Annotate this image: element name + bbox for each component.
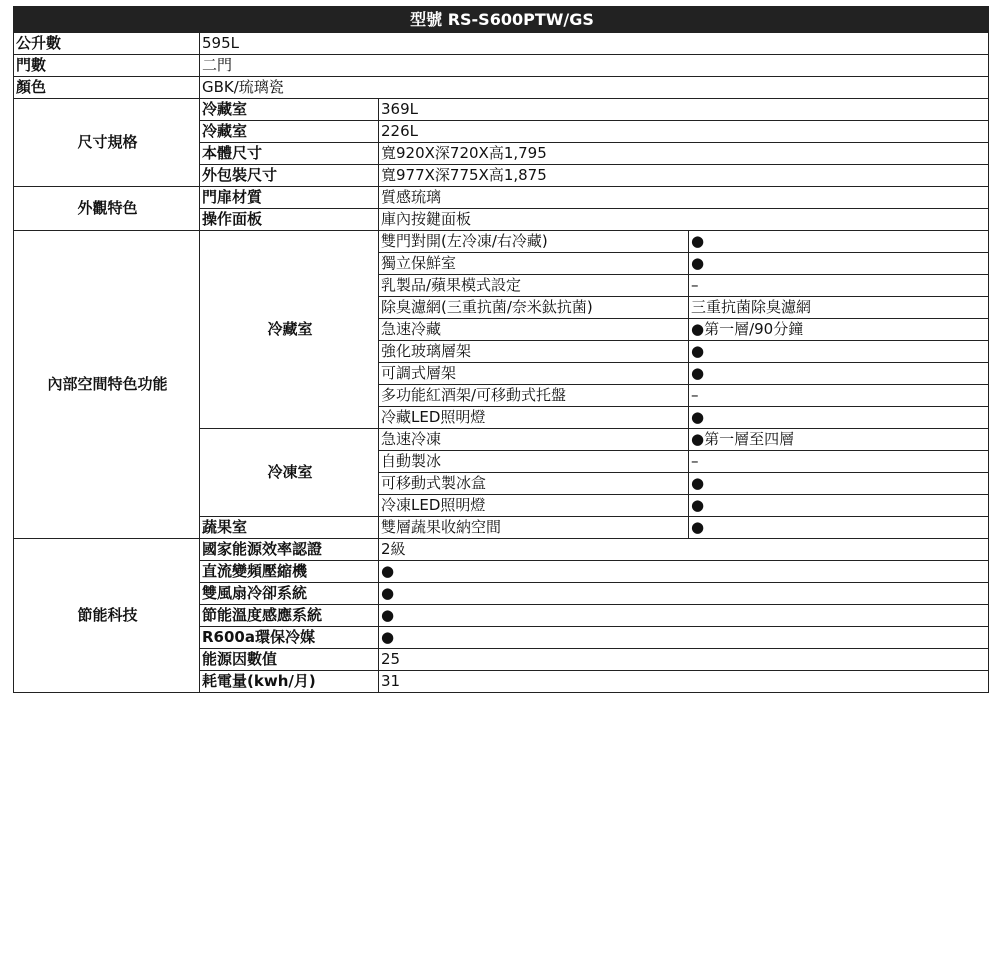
feature-name: 急速冷藏 [379, 319, 689, 341]
row-label: R600a環保冷媒 [200, 627, 379, 649]
row-label: 操作面板 [200, 209, 379, 231]
feature-name: 冷藏LED照明燈 [379, 407, 689, 429]
row-value: 25 [379, 649, 989, 671]
table-row [14, 231, 989, 253]
table-row [14, 55, 989, 77]
row-value: 質感琉璃 [379, 187, 989, 209]
row-label: 門數 [14, 55, 200, 77]
feature-name: 雙層蔬果收納空間 [379, 517, 689, 539]
feature-name: 多功能紅酒架/可移動式托盤 [379, 385, 689, 407]
row-value: ● [379, 583, 989, 605]
row-value: 庫內按鍵面板 [379, 209, 989, 231]
feature-name: 強化玻璃層架 [379, 341, 689, 363]
row-label: 公升數 [14, 33, 200, 55]
feature-value: ●第一層/90分鐘 [689, 319, 989, 341]
group-energy: 節能科技 [14, 539, 200, 693]
table-row [14, 7, 989, 33]
subgroup-freezer: 冷凍室 [200, 429, 379, 517]
row-label: 冷藏室 [200, 121, 379, 143]
row-label: 直流變頻壓縮機 [200, 561, 379, 583]
subgroup-veg: 蔬果室 [200, 517, 379, 539]
feature-value: – [689, 385, 989, 407]
row-value: 595L [200, 33, 989, 55]
feature-name: 冷凍LED照明燈 [379, 495, 689, 517]
row-value: ● [379, 627, 989, 649]
row-value: ● [379, 605, 989, 627]
row-value: 31 [379, 671, 989, 693]
feature-name: 可移動式製冰盒 [379, 473, 689, 495]
subgroup-fridge: 冷藏室 [200, 231, 379, 429]
row-value: 二門 [200, 55, 989, 77]
feature-value: 三重抗菌除臭濾網 [689, 297, 989, 319]
row-value: GBK/琉璃瓷 [200, 77, 989, 99]
table-row [14, 99, 989, 121]
row-value: 369L [379, 99, 989, 121]
feature-value: – [689, 275, 989, 297]
row-label: 雙風扇冷卻系統 [200, 583, 379, 605]
row-value: 226L [379, 121, 989, 143]
feature-name: 雙門對開(左冷凍/右冷藏) [379, 231, 689, 253]
feature-name: 除臭濾網(三重抗菌/奈米鈦抗菌) [379, 297, 689, 319]
row-value: 2級 [379, 539, 989, 561]
group-size: 尺寸規格 [14, 99, 200, 187]
feature-value: ● [689, 517, 989, 539]
feature-value: ● [689, 407, 989, 429]
feature-value: ● [689, 231, 989, 253]
feature-value: ● [689, 495, 989, 517]
table-row [14, 77, 989, 99]
row-label: 耗電量(kwh/月) [200, 671, 379, 693]
feature-name: 獨立保鮮室 [379, 253, 689, 275]
row-label: 冷藏室 [200, 99, 379, 121]
feature-value: ●第一層至四層 [689, 429, 989, 451]
row-label: 國家能源效率認證 [200, 539, 379, 561]
row-value: ● [379, 561, 989, 583]
row-label: 本體尺寸 [200, 143, 379, 165]
feature-value: ● [689, 363, 989, 385]
row-value: 寬920X深720X高1,795 [379, 143, 989, 165]
feature-value: ● [689, 341, 989, 363]
feature-name: 可調式層架 [379, 363, 689, 385]
row-label: 顏色 [14, 77, 200, 99]
feature-value: – [689, 451, 989, 473]
group-interior: 內部空間特色功能 [14, 231, 200, 539]
feature-name: 急速冷凍 [379, 429, 689, 451]
feature-value: ● [689, 253, 989, 275]
row-label: 能源因數值 [200, 649, 379, 671]
row-label: 門扉材質 [200, 187, 379, 209]
feature-name: 自動製冰 [379, 451, 689, 473]
table-row [14, 187, 989, 209]
group-appearance: 外觀特色 [14, 187, 200, 231]
model-title: 型號 RS-S600PTW/GS [14, 7, 989, 33]
row-label: 節能溫度感應系統 [200, 605, 379, 627]
feature-value: ● [689, 473, 989, 495]
feature-name: 乳製品/蘋果模式設定 [379, 275, 689, 297]
row-label: 外包裝尺寸 [200, 165, 379, 187]
table-row [14, 539, 989, 561]
spec-table [13, 6, 989, 693]
table-row [14, 33, 989, 55]
row-value: 寬977X深775X高1,875 [379, 165, 989, 187]
